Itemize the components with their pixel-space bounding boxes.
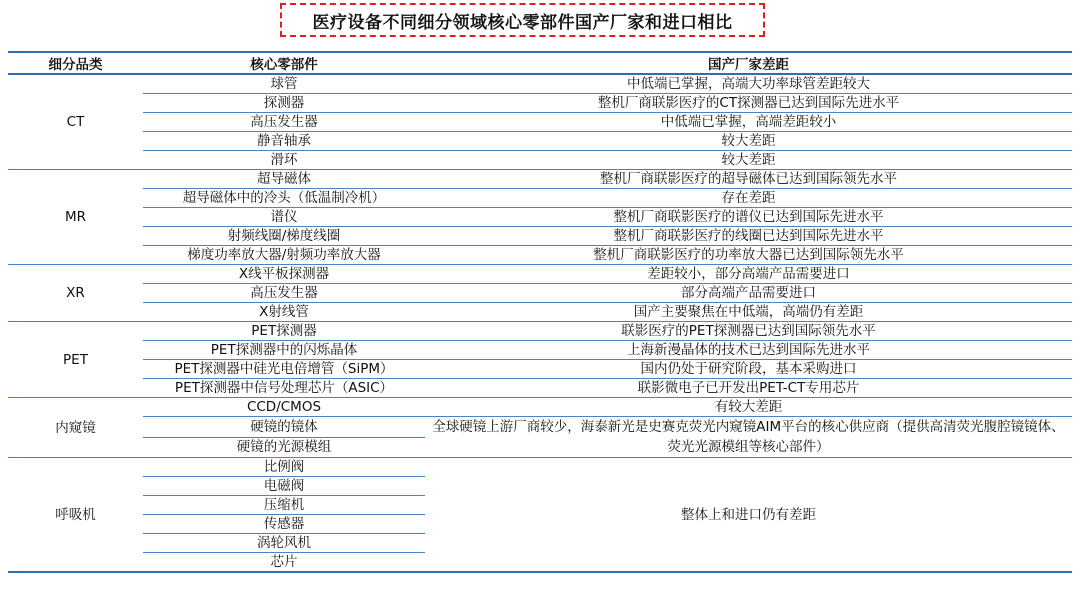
gap-cell: 较大差距	[425, 132, 1072, 151]
category-cell: MR	[8, 170, 143, 265]
part-cell: 高压发生器	[143, 284, 425, 303]
header-part: 核心零部件	[143, 52, 425, 74]
part-cell: 硬镜的光源模组	[143, 437, 425, 458]
table-row	[8, 417, 1072, 438]
part-cell: 高压发生器	[143, 113, 425, 132]
part-cell: 硬镜的镜体	[143, 417, 425, 438]
category-cell: 内窥镜	[8, 398, 143, 458]
gap-cell: 存在差距	[425, 189, 1072, 208]
gap-cell: 差距较小，部分高端产品需要进口	[425, 265, 1072, 284]
gap-cell: 中低端已掌握，高端大功率球管差距较大	[627, 76, 870, 92]
part-cell: PET探测器	[143, 322, 425, 341]
gap-cell: 上海新漫晶体的技术已达到国际先进水平	[425, 341, 1072, 360]
gap-cell: 整机厂商联影医疗的功率放大器已达到国际领先水平	[425, 246, 1072, 265]
part-cell: 芯片	[143, 553, 425, 573]
gap-cell: 整体上和进口仍有差距	[425, 458, 1072, 573]
part-cell: 滑环	[143, 151, 425, 170]
gap-cell: 部分高端产品需要进口	[425, 284, 1072, 303]
gap-cell: 整机厂商联影医疗的CT探测器已达到国际先进水平	[425, 94, 1072, 113]
table-row	[8, 360, 1072, 379]
header-row	[8, 52, 1072, 74]
part-cell: PET探测器中的闪烁晶体	[143, 341, 425, 360]
table-row	[8, 265, 1072, 284]
part-cell: PET探测器中信号处理芯片（ASIC）	[143, 379, 425, 398]
table-row	[8, 379, 1072, 398]
category-cell: 呼吸机	[8, 458, 143, 573]
part-cell: 涡轮风机	[143, 534, 425, 553]
table-row	[8, 246, 1072, 265]
gap-cell: 联影医疗的PET探测器已达到国际领先水平	[425, 322, 1072, 341]
table-row	[8, 94, 1072, 113]
page-title: 医疗设备不同细分领域核心零部件国产厂家和进口相比	[312, 12, 733, 33]
part-cell: CCD/CMOS	[143, 398, 425, 417]
part-cell: 静音轴承	[143, 132, 425, 151]
comparison-table	[8, 51, 1072, 573]
table-row	[8, 284, 1072, 303]
table-row	[8, 151, 1072, 170]
part-cell: 超导磁体中的冷头（低温制冷机）	[143, 189, 425, 208]
part-cell: 球管	[270, 76, 298, 92]
gap-cell: 联影微电子已开发出PET-CT专用芯片	[425, 379, 1072, 398]
gap-cell: 国内仍处于研究阶段，基本采购进口	[425, 360, 1072, 379]
gap-cell: 较大差距	[425, 151, 1072, 170]
part-cell: X线平板探测器	[143, 265, 425, 284]
part-cell: 传感器	[143, 515, 425, 534]
part-cell: 超导磁体	[143, 170, 425, 189]
gap-cell: 中低端已掌握，高端差距较小	[425, 113, 1072, 132]
part-cell: 比例阀	[143, 458, 425, 477]
part-cell: PET探测器中硅光电倍增管（SiPM）	[143, 360, 425, 379]
part-cell: 电磁阀	[143, 477, 425, 496]
table-row	[8, 322, 1072, 341]
part-cell: X射线管	[143, 303, 425, 322]
part-cell: 射频线圈/梯度线圈	[143, 227, 425, 246]
gap-cell: 有较大差距	[425, 398, 1072, 417]
gap-cell: 整机厂商联影医疗的超导磁体已达到国际领先水平	[425, 170, 1072, 189]
part-cell: 探测器	[143, 94, 425, 113]
header-gap: 国产厂家差距	[425, 52, 1072, 74]
part-cell: 梯度功率放大器/射频功率放大器	[143, 246, 425, 265]
table-row	[8, 74, 1072, 94]
part-cell: 谱仪	[143, 208, 425, 227]
table-row	[8, 113, 1072, 132]
category-cell: PET	[8, 322, 143, 398]
gap-cell: 全球硬镜上游厂商较少，海泰新光是史赛克荧光内窥镜AIM平台的核心供应商（提供高清荧光腹腔镜镜体、荧光光源模组等核心部件）	[425, 417, 1072, 458]
header-category: 细分品类	[8, 52, 143, 74]
table-row	[8, 341, 1072, 360]
title-box	[280, 3, 765, 37]
part-cell: 压缩机	[143, 496, 425, 515]
table-row	[8, 398, 1072, 417]
gap-cell: 整机厂商联影医疗的线圈已达到国际先进水平	[425, 227, 1072, 246]
table-row	[8, 227, 1072, 246]
table-row	[8, 189, 1072, 208]
gap-cell: 整机厂商联影医疗的谱仪已达到国际先进水平	[425, 208, 1072, 227]
table-row	[8, 458, 1072, 477]
table-row	[8, 132, 1072, 151]
category-cell: XR	[8, 265, 143, 322]
category-cell: CT	[66, 114, 85, 130]
table-row	[8, 208, 1072, 227]
table-row	[8, 170, 1072, 189]
gap-cell: 国产主要聚焦在中低端，高端仍有差距	[425, 303, 1072, 322]
table-row	[8, 303, 1072, 322]
